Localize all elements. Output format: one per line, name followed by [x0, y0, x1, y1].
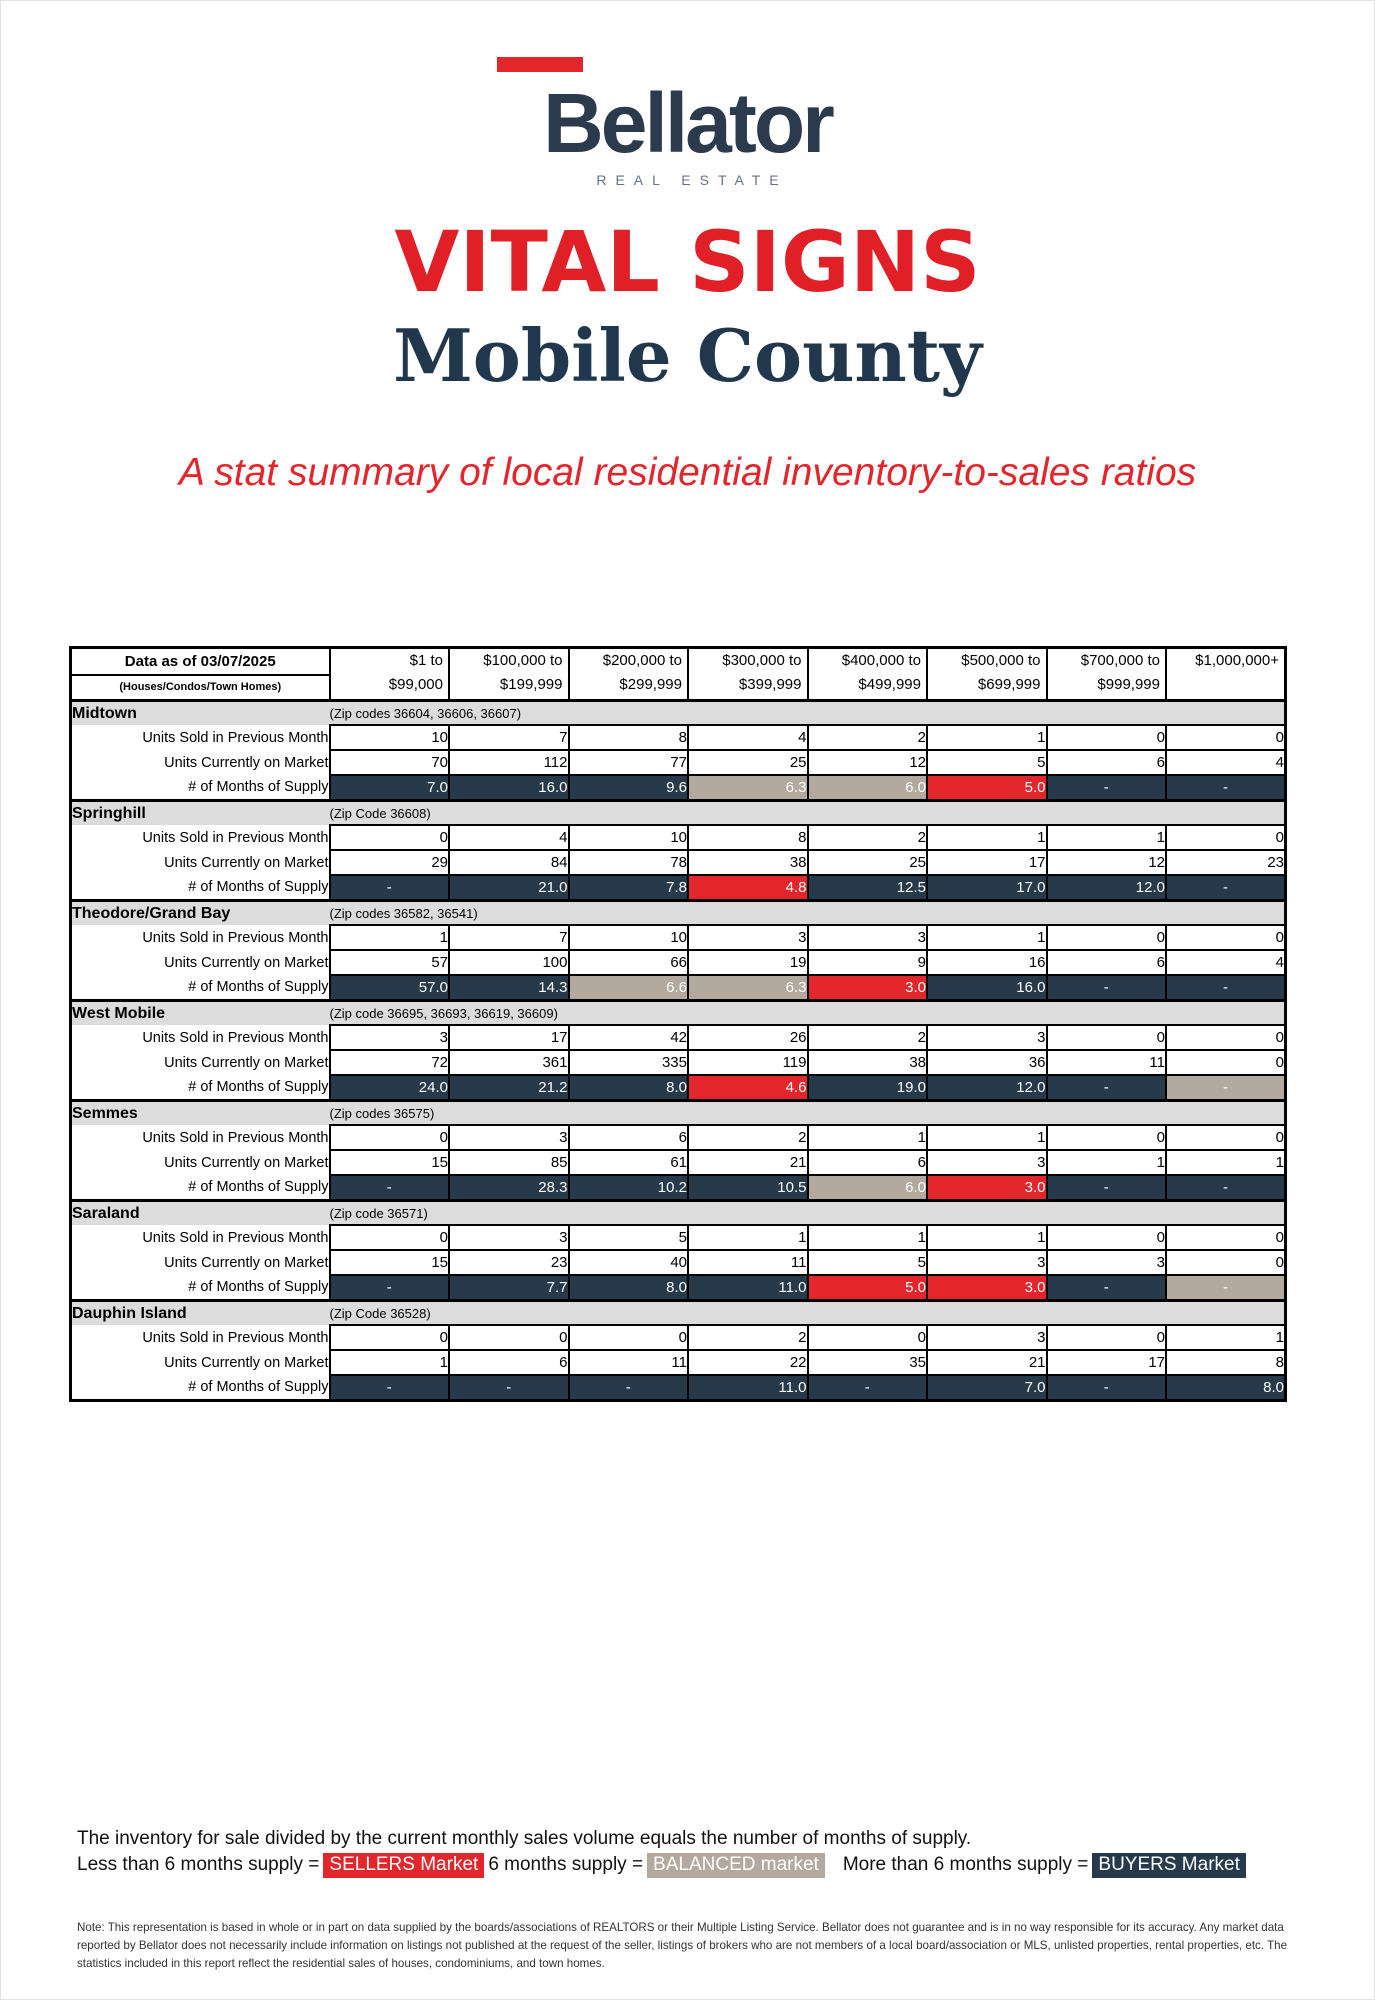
value-cell: 61	[569, 1150, 689, 1175]
table-row	[71, 1025, 1286, 1050]
value-cell: 4	[688, 725, 808, 750]
supply-cell-buyers: 8.0	[569, 1075, 689, 1101]
value-cell: 1	[1166, 1325, 1286, 1350]
value-cell: 1	[927, 725, 1047, 750]
value-cell: 1	[927, 1125, 1047, 1150]
supply-cell-buyers: 11.0	[688, 1275, 808, 1301]
table-row	[71, 1350, 1286, 1375]
value-cell: 85	[449, 1150, 569, 1175]
supply-cell-buyers: 12.0	[927, 1075, 1047, 1101]
value-cell: 0	[1166, 725, 1286, 750]
table-row	[71, 750, 1286, 775]
section-name: West Mobile	[71, 1001, 330, 1026]
price-range-bottom: $99,000	[388, 676, 443, 693]
value-cell: 84	[449, 850, 569, 875]
price-range-top: $1,000,000+	[1195, 652, 1279, 669]
value-cell: 11	[688, 1250, 808, 1275]
section-name: Springhill	[71, 801, 330, 826]
supply-cell-buyers: 7.7	[449, 1275, 569, 1301]
value-cell: 2	[808, 1025, 928, 1050]
legend-balanced-prefix: 6 months supply =	[488, 1854, 644, 1875]
section-header-row	[71, 801, 1286, 826]
supply-cell-buyers: -	[1047, 1275, 1167, 1301]
section-zip-codes: (Zip codes 36604, 36606, 36607)	[330, 701, 1286, 726]
table-row	[71, 775, 1286, 801]
supply-cell-buyers: 9.6	[569, 775, 689, 801]
value-cell: 0	[1166, 1050, 1286, 1075]
row-label: Units Currently on Market	[71, 950, 330, 975]
supply-definition: The inventory for sale divided by the current monthly sales volume equals the number of months of supply.	[77, 1828, 972, 1849]
value-cell: 3	[927, 1150, 1047, 1175]
county-title: Mobile County	[393, 313, 982, 398]
supply-cell-buyers: 12.0	[1047, 875, 1167, 901]
value-cell: 12	[1047, 850, 1167, 875]
value-cell: 0	[569, 1325, 689, 1350]
table-row	[71, 1250, 1286, 1275]
price-column-header	[449, 648, 569, 701]
value-cell: 29	[330, 850, 450, 875]
row-label: Units Currently on Market	[71, 1050, 330, 1075]
logo-wordmark: Bellator	[543, 76, 832, 170]
row-label: # of Months of Supply	[71, 875, 330, 901]
supply-cell-sellers: 3.0	[927, 1175, 1047, 1201]
value-cell: 3	[1047, 1250, 1167, 1275]
value-cell: 35	[808, 1350, 928, 1375]
value-cell: 0	[808, 1325, 928, 1350]
value-cell: 3	[688, 925, 808, 950]
section-zip-codes: (Zip codes 36575)	[330, 1101, 1286, 1126]
supply-cell-buyers: 28.3	[449, 1175, 569, 1201]
value-cell: 0	[1047, 1225, 1167, 1250]
value-cell: 38	[808, 1050, 928, 1075]
supply-cell-buyers: -	[1166, 875, 1286, 901]
row-label: Units Sold in Previous Month	[71, 1325, 330, 1350]
price-range-bottom: $999,999	[1097, 676, 1160, 693]
value-cell: 1	[927, 925, 1047, 950]
row-label: Units Currently on Market	[71, 1250, 330, 1275]
price-range-bottom	[1167, 673, 1284, 697]
value-cell: 1	[688, 1225, 808, 1250]
table-row	[71, 1125, 1286, 1150]
value-cell: 78	[569, 850, 689, 875]
section-zip-codes: (Zip code 36695, 36693, 36619, 36609)	[330, 1001, 1286, 1026]
supply-cell-buyers: -	[569, 1375, 689, 1401]
supply-cell-buyers: 17.0	[927, 875, 1047, 901]
price-range-bottom: $199,999	[499, 676, 563, 693]
value-cell: 1	[1047, 1150, 1167, 1175]
supply-cell-buyers: -	[808, 1375, 928, 1401]
price-column-header	[330, 648, 450, 701]
value-cell: 112	[449, 750, 569, 775]
value-cell: 1	[1047, 825, 1167, 850]
table-row	[71, 825, 1286, 850]
section-name: Theodore/Grand Bay	[71, 901, 330, 926]
section-header-row	[71, 1201, 1286, 1226]
section-zip-codes: (Zip Code 36608)	[330, 801, 1286, 826]
value-cell: 119	[688, 1050, 808, 1075]
inventory-stats-table	[69, 646, 1287, 1402]
row-label: # of Months of Supply	[71, 1075, 330, 1101]
section-name: Semmes	[71, 1101, 330, 1126]
value-cell: 7	[449, 925, 569, 950]
value-cell: 15	[330, 1250, 450, 1275]
value-cell: 0	[330, 1125, 450, 1150]
price-column-header	[688, 648, 808, 701]
value-cell: 21	[927, 1350, 1047, 1375]
value-cell: 66	[569, 950, 689, 975]
supply-cell-balanced: -	[1166, 1075, 1286, 1101]
supply-cell-balanced: 6.0	[808, 775, 928, 801]
supply-cell-balanced: 6.0	[808, 1175, 928, 1201]
value-cell: 3	[449, 1125, 569, 1150]
value-cell: 15	[330, 1150, 450, 1175]
value-cell: 22	[688, 1350, 808, 1375]
supply-cell-balanced: 6.6	[569, 975, 689, 1001]
table-row	[71, 1050, 1286, 1075]
value-cell: 1	[927, 1225, 1047, 1250]
value-cell: 2	[808, 825, 928, 850]
supply-cell-buyers: 14.3	[449, 975, 569, 1001]
page-title: VITAL SIGNS	[394, 213, 981, 311]
section-zip-codes: (Zip code 36571)	[330, 1201, 1286, 1226]
price-range-bottom: $399,999	[738, 676, 802, 693]
value-cell: 335	[569, 1050, 689, 1075]
value-cell: 6	[808, 1150, 928, 1175]
disclaimer-note: Note: This representation is based in whole or in part on data supplied by the boards/associations of REALTORS or their Multiple Listing Service. Bellator does not guarantee and is in no way responsible for its accuracy. Any market data reported by Bellator does not necessarily include information on listings not published at the request of the seller, listings of brokers who are not members of a local board/association or MLS, unlisted properties, rental properties, etc. The statistics included in this report reflect the residential sales of houses, condominiums, and town homes.	[77, 1921, 1288, 1970]
value-cell: 11	[569, 1350, 689, 1375]
value-cell: 17	[927, 850, 1047, 875]
section-header-row	[71, 1301, 1286, 1326]
supply-cell-buyers: 8.0	[1166, 1375, 1286, 1401]
value-cell: 11	[1047, 1050, 1167, 1075]
row-label: # of Months of Supply	[71, 775, 330, 801]
legend-buyers-prefix: More than 6 months supply =	[842, 1854, 1089, 1875]
value-cell: 1	[808, 1225, 928, 1250]
row-label: # of Months of Supply	[71, 1275, 330, 1301]
table-row	[71, 725, 1286, 750]
value-cell: 5	[808, 1250, 928, 1275]
supply-cell-buyers: -	[1047, 975, 1167, 1001]
table-row	[71, 850, 1286, 875]
section-header-row	[71, 901, 1286, 926]
row-label: # of Months of Supply	[71, 1175, 330, 1201]
supply-cell-buyers: -	[1166, 975, 1286, 1001]
supply-cell-buyers: -	[1047, 1375, 1167, 1401]
supply-cell-buyers: -	[449, 1375, 569, 1401]
value-cell: 10	[569, 925, 689, 950]
value-cell: 100	[449, 950, 569, 975]
price-range-top: $1 to	[409, 652, 443, 669]
supply-cell-buyers: 24.0	[330, 1075, 450, 1101]
value-cell: 0	[1166, 1225, 1286, 1250]
value-cell: 0	[1166, 1025, 1286, 1050]
supply-cell-buyers: 19.0	[808, 1075, 928, 1101]
value-cell: 77	[569, 750, 689, 775]
value-cell: 25	[808, 850, 928, 875]
supply-cell-buyers: -	[330, 1175, 450, 1201]
bellator-logo	[1, 57, 1374, 188]
value-cell: 3	[330, 1025, 450, 1050]
value-cell: 6	[1047, 750, 1167, 775]
section-zip-codes: (Zip codes 36582, 36541)	[330, 901, 1286, 926]
table-row	[71, 1325, 1286, 1350]
value-cell: 10	[569, 825, 689, 850]
value-cell: 23	[1166, 850, 1286, 875]
price-range-bottom: $499,999	[858, 676, 921, 693]
value-cell: 1	[1166, 1150, 1286, 1175]
section-name: Saraland	[71, 1201, 330, 1226]
value-cell: 25	[688, 750, 808, 775]
value-cell: 8	[569, 725, 689, 750]
report-tagline: A stat summary of local residential inventory-to-sales ratios	[178, 451, 1197, 494]
row-label: Units Sold in Previous Month	[71, 1225, 330, 1250]
row-label: Units Currently on Market	[71, 1150, 330, 1175]
price-range-bottom: $299,999	[619, 676, 682, 693]
value-cell: 0	[1047, 1125, 1167, 1150]
price-range-top: $700,000 to	[1080, 652, 1160, 669]
price-range-bottom: $699,999	[977, 676, 1041, 693]
value-cell: 19	[688, 950, 808, 975]
value-cell: 36	[927, 1050, 1047, 1075]
value-cell: 8	[688, 825, 808, 850]
row-label: Units Sold in Previous Month	[71, 1125, 330, 1150]
section-zip-codes: (Zip Code 36528)	[330, 1301, 1286, 1326]
value-cell: 0	[449, 1325, 569, 1350]
value-cell: 3	[927, 1325, 1047, 1350]
supply-cell-balanced: 6.3	[688, 775, 808, 801]
section-header-row	[71, 701, 1286, 726]
row-label: Units Sold in Previous Month	[71, 1025, 330, 1050]
legend-sellers-prefix: Less than 6 months supply =	[77, 1854, 320, 1875]
table-row	[71, 925, 1286, 950]
supply-cell-buyers: 16.0	[927, 975, 1047, 1001]
value-cell: 26	[688, 1025, 808, 1050]
value-cell: 3	[927, 1250, 1047, 1275]
price-range-top: $200,000 to	[602, 652, 682, 669]
price-column-header	[808, 648, 928, 701]
value-cell: 23	[449, 1250, 569, 1275]
value-cell: 70	[330, 750, 450, 775]
price-range-top: $300,000 to	[722, 652, 802, 669]
value-cell: 0	[330, 825, 450, 850]
supply-cell-sellers: 3.0	[927, 1275, 1047, 1301]
value-cell: 72	[330, 1050, 450, 1075]
row-label: Units Sold in Previous Month	[71, 725, 330, 750]
supply-cell-buyers: 12.5	[808, 875, 928, 901]
value-cell: 0	[1047, 1325, 1167, 1350]
supply-cell-buyers: -	[330, 875, 450, 901]
value-cell: 6	[449, 1350, 569, 1375]
value-cell: 2	[808, 725, 928, 750]
value-cell: 0	[1166, 1125, 1286, 1150]
supply-cell-buyers: 7.8	[569, 875, 689, 901]
price-range-top: $400,000 to	[841, 652, 921, 669]
property-types-label: (Houses/Condos/Town Homes)	[119, 681, 282, 693]
value-cell: 42	[569, 1025, 689, 1050]
supply-cell-buyers: -	[1047, 1175, 1167, 1201]
row-label: Units Currently on Market	[71, 850, 330, 875]
supply-cell-sellers: 5.0	[808, 1275, 928, 1301]
supply-cell-buyers: 21.0	[449, 875, 569, 901]
value-cell: 1	[808, 1125, 928, 1150]
value-cell: 0	[1047, 725, 1167, 750]
value-cell: 0	[330, 1225, 450, 1250]
value-cell: 40	[569, 1250, 689, 1275]
value-cell: 1	[927, 825, 1047, 850]
value-cell: 5	[569, 1225, 689, 1250]
value-cell: 3	[808, 925, 928, 950]
value-cell: 0	[1166, 825, 1286, 850]
table-row	[71, 950, 1286, 975]
legend-buyers-badge: BUYERS Market	[1092, 1853, 1245, 1878]
price-column-header	[1047, 648, 1167, 701]
value-cell: 3	[927, 1025, 1047, 1050]
supply-cell-balanced: 6.3	[688, 975, 808, 1001]
value-cell: 12	[808, 750, 928, 775]
price-column-header	[927, 648, 1047, 701]
market-legend	[77, 1854, 1246, 1876]
supply-cell-buyers: 57.0	[330, 975, 450, 1001]
table-row	[71, 1075, 1286, 1101]
supply-cell-buyers: -	[330, 1275, 450, 1301]
supply-cell-balanced: -	[1166, 1275, 1286, 1301]
table-row	[71, 1375, 1286, 1401]
value-cell: 4	[1166, 950, 1286, 975]
value-cell: 4	[449, 825, 569, 850]
row-label: Units Currently on Market	[71, 750, 330, 775]
supply-cell-buyers: 8.0	[569, 1275, 689, 1301]
table-row	[71, 1225, 1286, 1250]
value-cell: 0	[330, 1325, 450, 1350]
supply-cell-sellers: 4.8	[688, 875, 808, 901]
value-cell: 1	[330, 1350, 450, 1375]
value-cell: 17	[1047, 1350, 1167, 1375]
value-cell: 16	[927, 950, 1047, 975]
value-cell: 0	[1047, 1025, 1167, 1050]
table-corner-header	[71, 648, 330, 701]
legend-sellers-badge: SELLERS Market	[323, 1853, 484, 1878]
row-label: # of Months of Supply	[71, 1375, 330, 1401]
supply-cell-buyers: 7.0	[927, 1375, 1047, 1401]
price-column-header	[1166, 648, 1286, 701]
value-cell: 38	[688, 850, 808, 875]
supply-cell-sellers: 4.6	[688, 1075, 808, 1101]
supply-cell-buyers: 16.0	[449, 775, 569, 801]
section-name: Dauphin Island	[71, 1301, 330, 1326]
price-column-header	[569, 648, 689, 701]
data-as-of-label: Data as of 03/07/2025	[72, 649, 329, 676]
value-cell: 17	[449, 1025, 569, 1050]
value-cell: 0	[1166, 1250, 1286, 1275]
legend-balanced-badge: BALANCED market	[647, 1853, 825, 1878]
value-cell: 9	[808, 950, 928, 975]
supply-cell-sellers: 5.0	[927, 775, 1047, 801]
table-row	[71, 1175, 1286, 1201]
value-cell: 21	[688, 1150, 808, 1175]
section-header-row	[71, 1001, 1286, 1026]
price-range-top: $500,000 to	[961, 652, 1041, 669]
supply-cell-buyers: 7.0	[330, 775, 450, 801]
value-cell: 2	[688, 1325, 808, 1350]
row-label: Units Sold in Previous Month	[71, 825, 330, 850]
row-label: # of Months of Supply	[71, 975, 330, 1001]
table-row	[71, 1150, 1286, 1175]
supply-cell-sellers: 3.0	[808, 975, 928, 1001]
table-row	[71, 875, 1286, 901]
section-header-row	[71, 1101, 1286, 1126]
price-range-top: $100,000 to	[483, 652, 563, 669]
supply-cell-buyers: -	[1047, 1075, 1167, 1101]
table-row	[71, 1275, 1286, 1301]
value-cell: 361	[449, 1050, 569, 1075]
supply-cell-buyers: 10.2	[569, 1175, 689, 1201]
logo-red-bar-icon	[497, 57, 583, 72]
supply-cell-buyers: -	[330, 1375, 450, 1401]
value-cell: 57	[330, 950, 450, 975]
supply-cell-buyers: -	[1166, 775, 1286, 801]
section-name: Midtown	[71, 701, 330, 726]
supply-cell-buyers: 10.5	[688, 1175, 808, 1201]
row-label: Units Sold in Previous Month	[71, 925, 330, 950]
supply-cell-buyers: -	[1047, 775, 1167, 801]
supply-cell-buyers: 11.0	[688, 1375, 808, 1401]
row-label: Units Currently on Market	[71, 1350, 330, 1375]
value-cell: 3	[449, 1225, 569, 1250]
value-cell: 7	[449, 725, 569, 750]
value-cell: 6	[1047, 950, 1167, 975]
value-cell: 2	[688, 1125, 808, 1150]
value-cell: 4	[1166, 750, 1286, 775]
value-cell: 5	[927, 750, 1047, 775]
logo-tagline: REAL ESTATE	[596, 172, 788, 188]
value-cell: 8	[1166, 1350, 1286, 1375]
table-row	[71, 975, 1286, 1001]
supply-cell-buyers: 21.2	[449, 1075, 569, 1101]
value-cell: 6	[569, 1125, 689, 1150]
value-cell: 0	[1166, 925, 1286, 950]
value-cell: 0	[1047, 925, 1167, 950]
supply-cell-buyers: -	[1166, 1175, 1286, 1201]
value-cell: 1	[330, 925, 450, 950]
value-cell: 10	[330, 725, 450, 750]
